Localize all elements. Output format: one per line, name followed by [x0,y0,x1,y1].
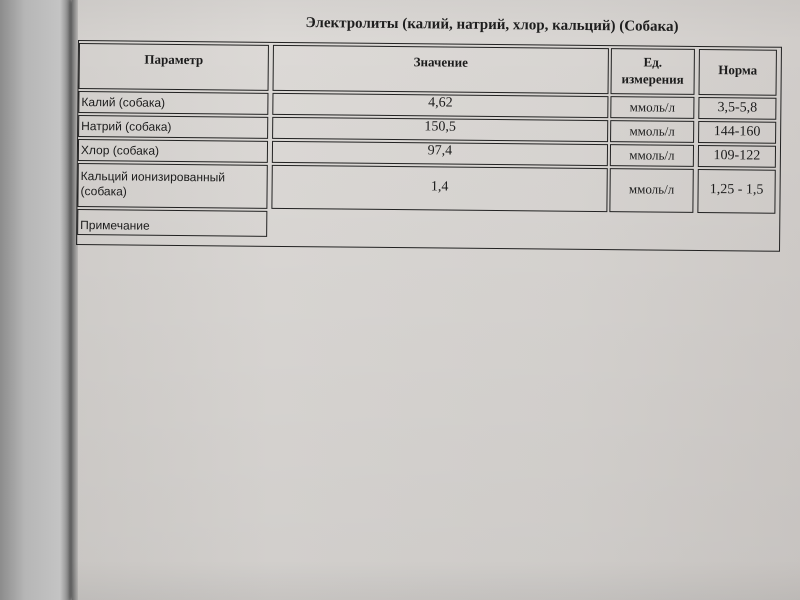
row-calcium-value: 1,4 [271,165,607,212]
header-norm: Норма [699,49,777,96]
row-sodium-unit: ммоль/л [610,120,694,143]
paper-page [72,0,800,600]
row-potassium-unit: ммоль/л [610,96,694,119]
row-sodium-parameter: Натрий (собака) [78,115,268,139]
row-chloride-value: 97,4 [272,141,608,166]
row-calcium-unit: ммоль/л [609,168,693,213]
note-label: Примечание [77,209,267,237]
row-chloride-parameter: Хлор (собака) [78,139,268,163]
row-calcium-parameter: Кальций ионизированный (собака) [77,163,267,209]
row-sodium-norm: 144-160 [698,121,776,144]
row-potassium-value: 4,62 [272,93,608,118]
document-title: Электролиты (калий, натрий, хлор, кальций) (Собака) [305,15,679,35]
row-chloride-unit: ммоль/л [610,144,694,167]
header-unit: Ед. измерения [611,48,695,95]
page-bottom-shade [72,560,800,600]
row-potassium-parameter: Калий (собака) [78,91,268,115]
row-potassium-norm: 3,5-5,8 [698,97,776,120]
results-table [76,40,782,252]
row-sodium-value: 150,5 [272,117,608,142]
header-value: Значение [273,45,609,94]
row-chloride-norm: 109-122 [698,145,776,168]
header-parameter: Параметр [79,43,269,91]
row-calcium-norm: 1,25 - 1,5 [697,169,775,214]
